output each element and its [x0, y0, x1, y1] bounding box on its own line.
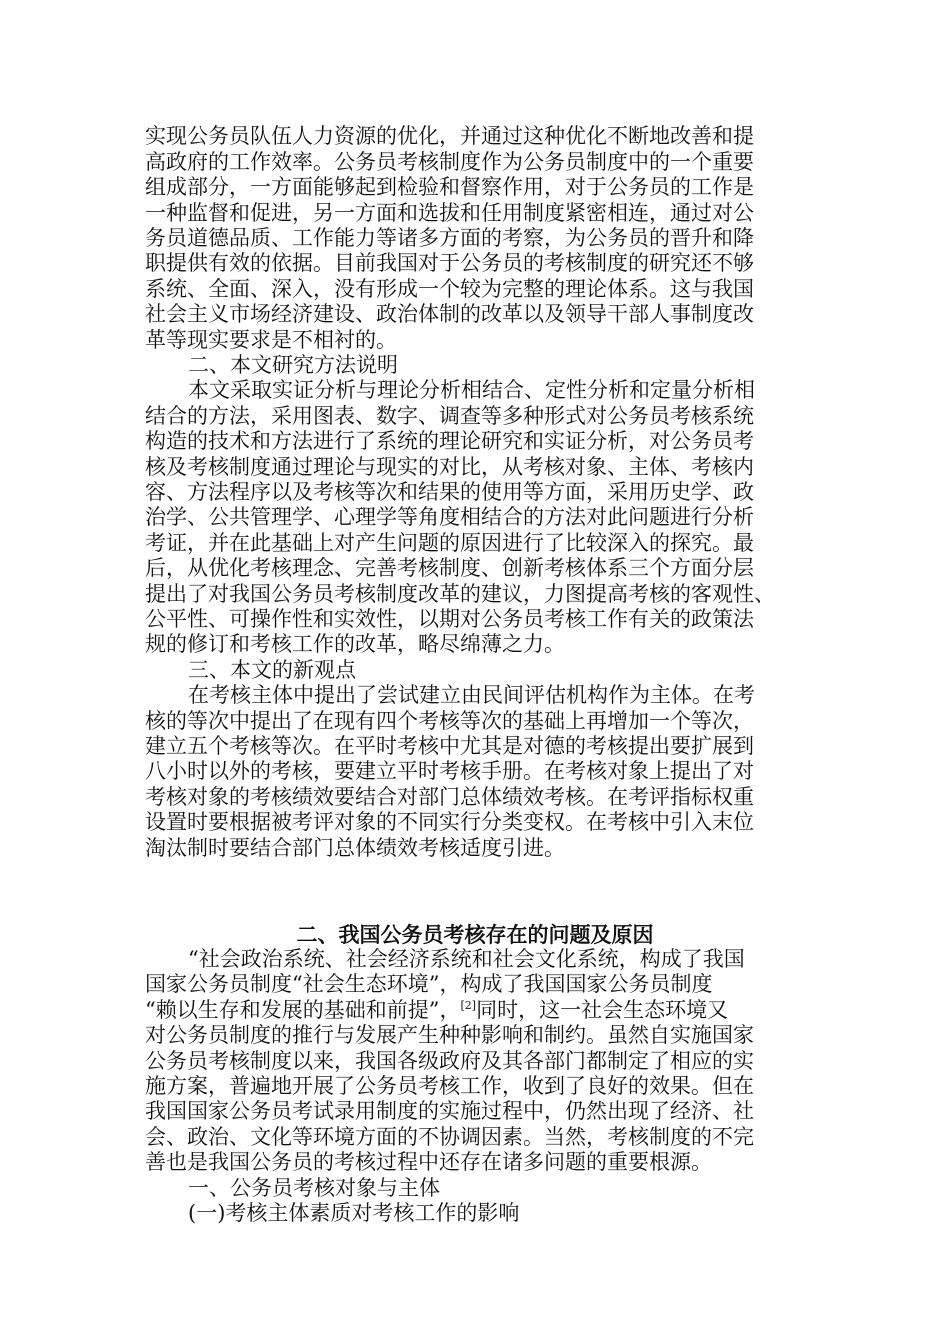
paragraph-line: 革等现实要求是不相衬的。	[145, 328, 397, 352]
paragraph-line: 对公务员制度的推行与发展产生种种影响和制约。虽然自实施国家	[145, 1023, 754, 1047]
paragraph-line: 淘汰制时要结合部门总体绩效考核适度引进。	[145, 836, 565, 860]
paragraph-line: 建立五个考核等次。在平时考核中尤其是对德的考核提出要扩展到	[145, 734, 754, 758]
citation-ref: [2]	[460, 999, 477, 1012]
paragraph-line: 公平性、可操作性和实效性，以期对公务员考核工作有关的政策法	[145, 607, 754, 631]
paragraph-line: 考核对象的考核绩效要结合对部门总体绩效考核。在考评指标权重	[145, 785, 754, 809]
line-text: “赖以生存和发展的基础和前提”，	[145, 998, 461, 1022]
paragraph-line: 考证，并在此基础上对产生问题的原因进行了比较深入的探究。最	[145, 531, 754, 555]
paragraph-line: 八小时以外的考核，要建立平时考核手册。在考核对象上提出了对	[145, 759, 754, 783]
paragraph-line: 规的修订和考核工作的改革，略尽绵薄之力。	[145, 632, 565, 656]
paragraph-line: 构造的技术和方法进行了系统的理论研究和实证分析，对公务员考	[145, 429, 754, 453]
sub-heading: (一)考核主体素质对考核工作的影响	[188, 1201, 520, 1225]
paragraph-line: 善也是我国公务员的考核过程中还存在诸多问题的重要根源。	[145, 1150, 712, 1174]
paragraph-line: 容、方法程序以及考核等次和结果的使用等方面，采用历史学、政	[145, 480, 754, 504]
sub-heading: 二、本文研究方法说明	[188, 353, 398, 377]
paragraph-line: 核的等次中提出了在现有四个考核等次的基础上再增加一个等次，	[145, 709, 754, 733]
paragraph-line: 组成部分，一方面能够起到检验和督察作用，对于公务员的工作是	[145, 175, 754, 199]
section-title: 二、我国公务员考核存在的问题及原因	[296, 922, 654, 947]
paragraph-line: 施方案，普遍地开展了公务员考核工作，收到了良好的效果。但在	[145, 1074, 754, 1098]
paragraph-line: 在考核主体中提出了尝试建立由民间评估机构作为主体。在考	[188, 683, 755, 707]
paragraph-line: 本文采取实证分析与理论分析相结合、定性分析和定量分析相	[188, 378, 755, 402]
paragraph-line: 职提供有效的依据。目前我国对于公务员的考核制度的研究还不够	[145, 251, 754, 275]
paragraph-line: 公务员考核制度以来，我国各级政府及其各部门都制定了相应的实	[145, 1049, 754, 1073]
paragraph-line: 治学、公共管理学、心理学等角度相结合的方法对此问题进行分析	[145, 505, 754, 529]
paragraph-line: 设置时要根据被考评对象的不同实行分类变权。在考核中引入末位	[145, 810, 754, 834]
paragraph-line	[145, 998, 728, 1023]
paragraph-line: 结合的方法，采用图表、数字、调查等多种形式对公务员考核系统	[145, 404, 754, 428]
paragraph-line: 我国国家公务员考试录用制度的实施过程中，仍然出现了经济、社	[145, 1099, 754, 1123]
paragraph-line: 务员道德品质、工作能力等诸多方面的考察，为公务员的晋升和降	[145, 226, 754, 250]
paragraph-line: 社会主义市场经济建设、政治体制的改革以及领导干部人事制度改	[145, 302, 754, 326]
paragraph-line: 高政府的工作效率。公务员考核制度作为公务员制度中的一个重要	[145, 150, 754, 174]
paragraph-line: 提出了对我国公务员考核制度改革的建议，力图提高考核的客观性、	[145, 582, 775, 606]
paragraph-line: “社会政治系统、社会经济系统和社会文化系统，构成了我国	[188, 947, 745, 971]
paragraph-line: 国家公务员制度“社会生态环境”，构成了我国国家公务员制度	[145, 972, 713, 996]
paragraph-line: 核及考核制度通过理论与现实的对比，从考核对象、主体、考核内	[145, 455, 754, 479]
sub-heading: 一、公务员考核对象与主体	[188, 1176, 440, 1200]
line-text: 同时，这一社会生态环境又	[476, 998, 729, 1022]
paragraph-line: 实现公务员队伍人力资源的优化，并通过这种优化不断地改善和提	[145, 124, 754, 148]
paragraph-line: 后，从优化考核理念、完善考核制度、创新考核体系三个方面分层	[145, 556, 754, 580]
paragraph-line: 会、政治、文化等环境方面的不协调因素。当然，考核制度的不完	[145, 1125, 754, 1149]
paragraph-line: 一种监督和促进，另一方面和选拔和任用制度紧密相连，通过对公	[145, 201, 754, 225]
sub-heading: 三、本文的新观点	[188, 658, 356, 682]
paragraph-line: 系统、全面、深入，没有形成一个较为完整的理论体系。这与我国	[145, 277, 754, 301]
